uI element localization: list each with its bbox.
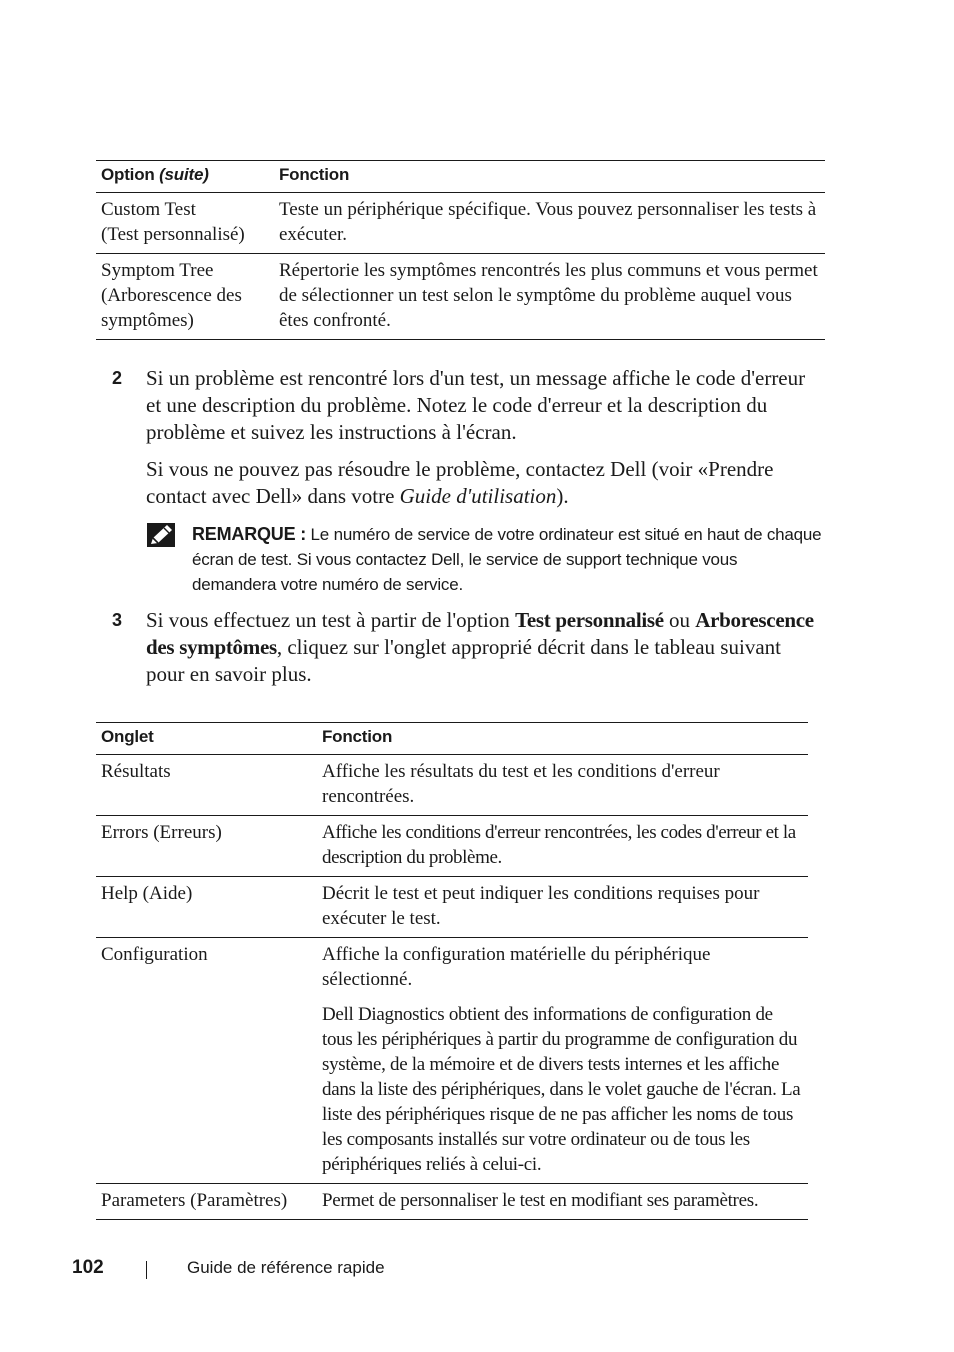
header-tab: Onglet bbox=[96, 723, 317, 755]
options-table-header bbox=[96, 161, 825, 193]
option-line: Symptom Tree bbox=[101, 260, 214, 281]
text-run: ). bbox=[556, 484, 569, 508]
function-text: Décrit le test et peut indiquer les conditions requises pour exécuter le test. bbox=[322, 883, 760, 929]
table-row bbox=[96, 877, 808, 938]
text-run: ou bbox=[663, 608, 696, 632]
note-text bbox=[192, 522, 826, 597]
note-pencil-icon bbox=[146, 522, 176, 553]
text-run: Si vous effectuez un test à partir de l'option bbox=[146, 608, 516, 632]
header-option-suite: (suite) bbox=[159, 165, 209, 184]
note-content: Le numéro de service de votre ordinateur est situé en haut de chaque écran de test. Si vous contactez Dell, le service de support technique vous demandera votre numéro de service. bbox=[192, 525, 822, 594]
text-run: Si vous ne pouvez pas résoudre le problème, contactez Dell (voir «Prendre contact avec Dell» dans votre bbox=[146, 457, 774, 508]
step-text bbox=[146, 607, 824, 688]
option-cell bbox=[96, 193, 274, 254]
step-paragraph bbox=[146, 607, 824, 688]
function-text: Affiche les conditions d'erreur rencontrées, les codes d'erreur et la description du problème. bbox=[322, 822, 796, 868]
footer-title: Guide de référence rapide bbox=[187, 1258, 385, 1277]
option-name-custom-test: Test personnalisé bbox=[515, 608, 664, 632]
step-3 bbox=[112, 607, 824, 688]
function-text: Affiche les résultats du test et les conditions d'erreur rencontrées. bbox=[322, 761, 720, 807]
step-number: 3 bbox=[112, 610, 123, 630]
step-2 bbox=[112, 365, 824, 510]
note-label: REMARQUE : bbox=[192, 524, 306, 544]
table-row bbox=[96, 938, 808, 1184]
table-row bbox=[96, 816, 808, 877]
function-text: Permet de personnaliser le test en modifiant ses paramètres. bbox=[322, 1190, 759, 1211]
tab-cell: Errors (Erreurs) bbox=[96, 816, 317, 877]
function-cell: Teste un périphérique spécifique. Vous pouvez personnaliser les tests à exécuter. bbox=[274, 193, 825, 254]
header-function: Fonction bbox=[274, 161, 825, 193]
tabs-table-header bbox=[96, 723, 808, 755]
option-line: (Test personnalisé) bbox=[101, 224, 245, 245]
step-paragraph: Si un problème est rencontré lors d'un test, un message affiche le code d'erreur et une description du problème. Notez le code d'erreur et la description du problème et suivez les instructions à l'écran. bbox=[146, 366, 806, 444]
step-text bbox=[146, 365, 824, 510]
table-row bbox=[96, 755, 808, 816]
option-cell bbox=[96, 254, 274, 340]
option-name-symptom-tree: Arborescence des symptômes bbox=[146, 608, 814, 659]
footer-divider bbox=[146, 1261, 147, 1279]
table-row bbox=[96, 254, 825, 340]
tabs-table bbox=[96, 722, 808, 1220]
header-option bbox=[96, 161, 274, 193]
tab-cell: Parameters (Paramètres) bbox=[96, 1184, 317, 1220]
function-cell bbox=[317, 1184, 808, 1220]
guide-title: Guide d'utilisation bbox=[399, 484, 557, 508]
function-cell bbox=[317, 816, 808, 877]
function-cell bbox=[317, 938, 808, 1184]
function-cell: Répertorie les symptômes rencontrés les plus communs et vous permet de sélectionner un test selon le symptôme du problème auquel vous êtes confronté. bbox=[274, 254, 825, 340]
text-run: , cliquez sur l'onglet approprié décrit dans le tableau suivant pour en savoir plus. bbox=[146, 635, 781, 686]
header-function: Fonction bbox=[317, 723, 808, 755]
function-text: Affiche la configuration matérielle du périphérique sélectionné. bbox=[322, 944, 711, 990]
tab-cell: Résultats bbox=[96, 755, 317, 816]
tab-cell: Help (Aide) bbox=[96, 877, 317, 938]
table-row bbox=[96, 1184, 808, 1220]
table-row bbox=[96, 193, 825, 254]
option-line: symptômes) bbox=[101, 310, 194, 331]
option-line: (Arborescence des bbox=[101, 285, 242, 306]
note-box bbox=[146, 522, 826, 597]
function-text: Dell Diagnostics obtient des informations de configuration de tous les périphériques à partir du programme de configuration du système, de la mémoire et de divers tests internes et les affiche dans la liste des périphériques, dans le volet gauche de l'écran. La liste des périphériques risque de ne pas afficher les noms de tous les composants installés sur votre ordinateur ou de tous les périphériques reliés à celui-ci. bbox=[322, 1004, 801, 1175]
page-number: 102 bbox=[72, 1257, 104, 1278]
tab-cell: Configuration bbox=[96, 938, 317, 1184]
header-option-label: Option bbox=[101, 165, 155, 184]
step-paragraph bbox=[146, 456, 824, 510]
function-cell bbox=[317, 755, 808, 816]
option-line: Custom Test bbox=[101, 199, 196, 220]
options-table bbox=[96, 160, 825, 340]
function-cell bbox=[317, 877, 808, 938]
step-number: 2 bbox=[112, 368, 123, 388]
